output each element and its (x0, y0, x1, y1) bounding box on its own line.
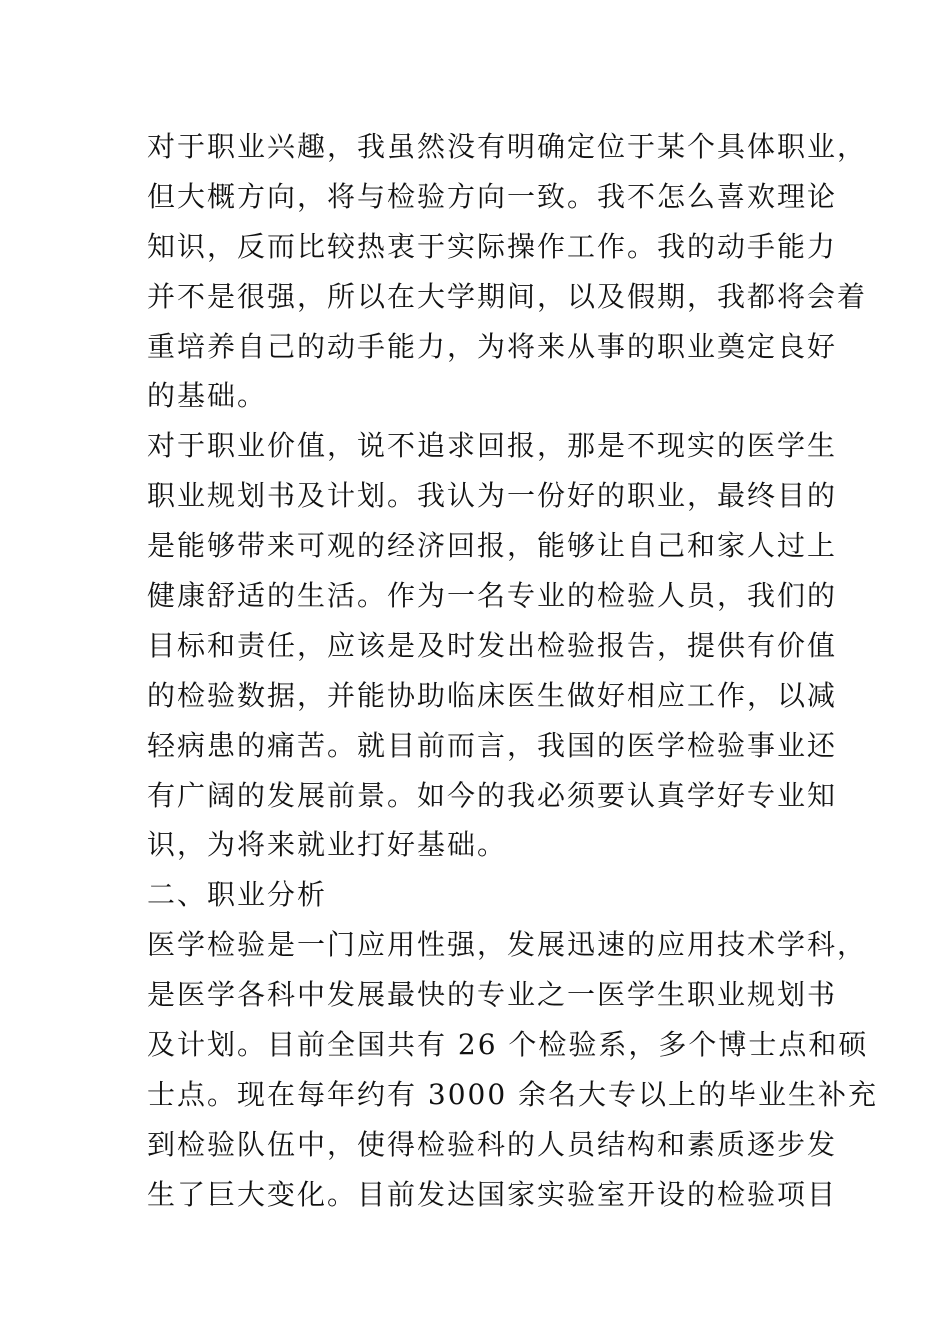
text-line: 生了巨大变化。目前发达国家实验室开设的检验项目 (147, 1177, 838, 1211)
text-line: 有广阔的发展前景。如今的我必须要认真学好专业知 (147, 778, 838, 812)
text-line: 是医学各科中发展最快的专业之一医学生职业规划书 (147, 978, 838, 1012)
text-line: 目标和责任，应该是及时发出检验报告，提供有价值 (147, 628, 838, 662)
text-line: 但大概方向，将与检验方向一致。我不怎么喜欢理论 (147, 179, 838, 213)
text-line: 健康舒适的生活。作为一名专业的检验人员，我们的 (147, 579, 838, 613)
text-line: 重培养自己的动手能力，为将来从事的职业奠定良好 (147, 329, 838, 363)
text-line: 并不是很强，所以在大学期间，以及假期，我都将会着 (147, 279, 868, 313)
text-line: 职业规划书及计划。我认为一份好的职业，最终目的 (147, 479, 838, 513)
text-line: 的检验数据，并能协助临床医生做好相应工作，以减 (147, 678, 838, 712)
text-line: 是能够带来可观的经济回报，能够让自己和家人过上 (147, 529, 838, 563)
text-line: 到检验队伍中，使得检验科的人员结构和素质逐步发 (147, 1127, 838, 1161)
text-line: 医学检验是一门应用性强，发展迅速的应用技术学科， (147, 928, 868, 962)
text-line: 对于职业价值，说不追求回报，那是不现实的医学生 (147, 429, 838, 463)
text-line: 的基础。 (147, 379, 268, 413)
text-line: 轻病患的痛苦。就目前而言，我国的医学检验事业还 (147, 728, 838, 762)
body-text (147, 122, 879, 1220)
section-heading: 二、职业分析 (147, 878, 328, 912)
text-line: 知识，反而比较热衷于实际操作工作。我的动手能力 (147, 229, 838, 263)
text-line: 士点。现在每年约有 3000 余名大专以上的毕业生补充 (147, 1077, 879, 1111)
text-line: 识，为将来就业打好基础。 (147, 828, 508, 862)
text-line: 对于职业兴趣，我虽然没有明确定位于某个具体职业， (147, 130, 868, 163)
text-line: 及计划。目前全国共有 26 个检验系，多个博士点和硕 (147, 1028, 869, 1062)
